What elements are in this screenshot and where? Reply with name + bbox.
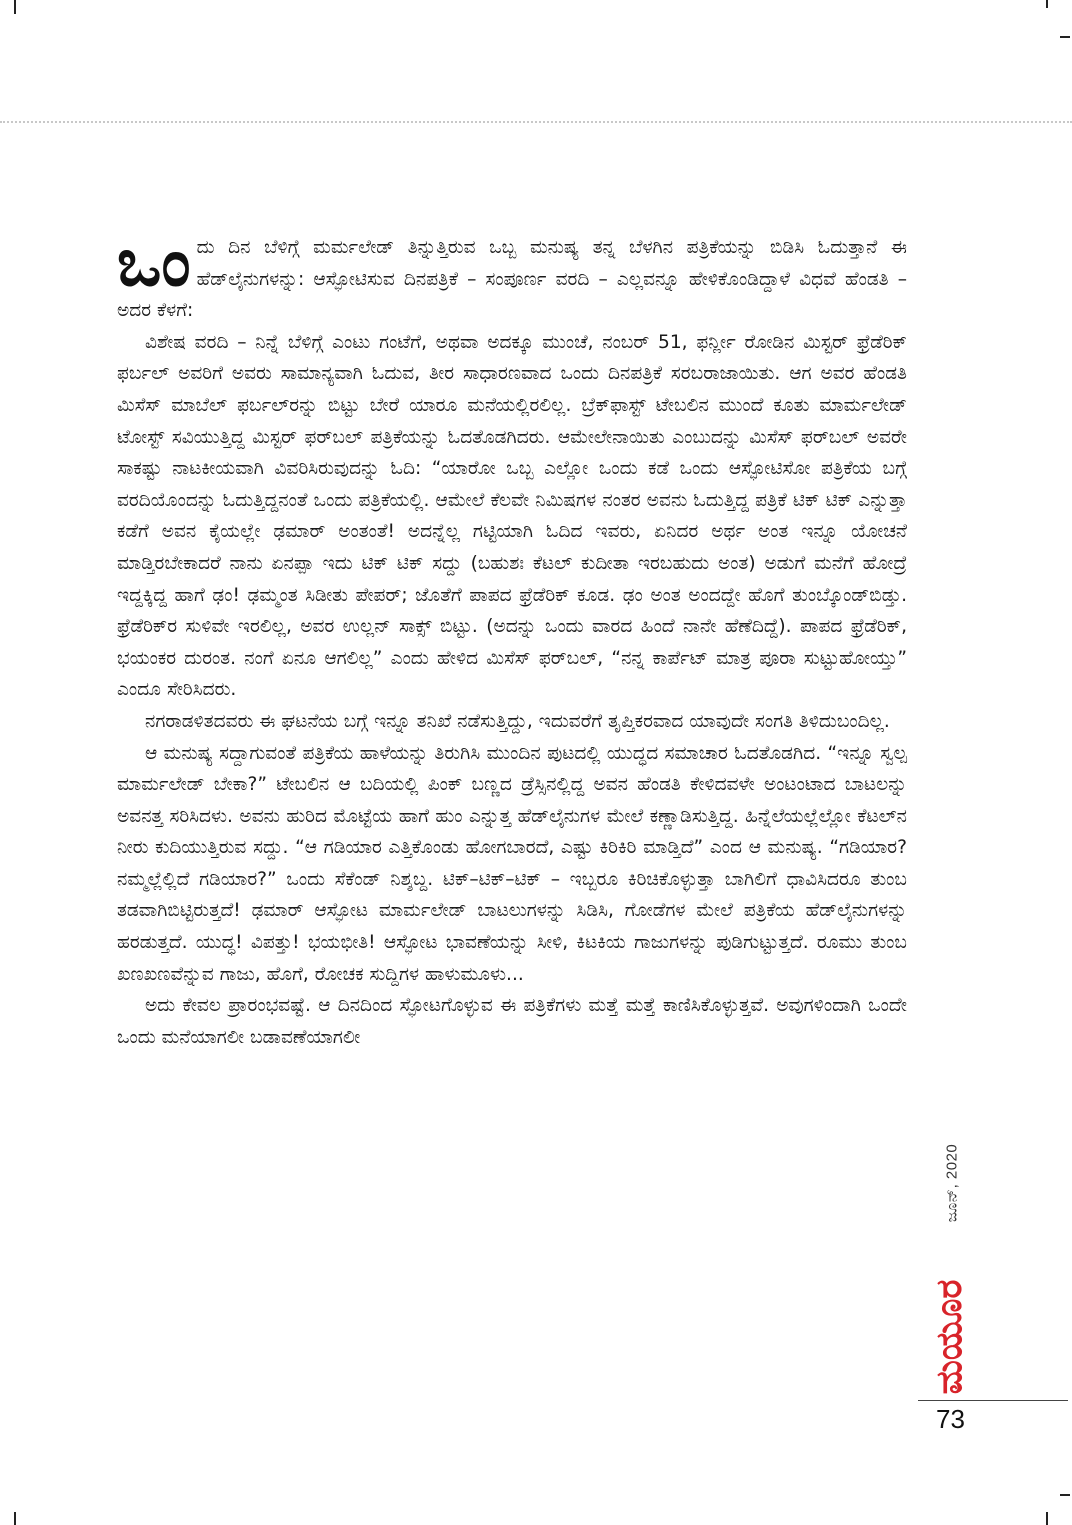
- drop-cap: ಒಂ: [117, 224, 191, 301]
- paragraph-text: ದು ದಿನ ಬೆಳಿಗ್ಗೆ ಮರ್ಮಲೇಡ್ ತಿನ್ನುತ್ತಿರುವ ಒಬ್ಬ ಮನುಷ್ಯ ತನ್ನ ಬೆಳಗಿನ ಪತ್ರಿಕೆಯನ್ನು ಬಿಡಿಸಿ ಓದುತ್ತಾನೆ ಈ ಹೆಡ್‌ಲೈನುಗಳನ್ನು: ಆಸ್ಫೋಟಿಸುವ ದಿನಪತ್ರಿಕೆ – ಸಂಪೂರ್ಣ ವರದಿ – ಎಲ್ಲವನ್ನೂ ಹೇಳಿಕೊಂಡಿದ್ದಾಳೆ ವಿಧವೆ ಹೆಂಡತಿ – ಅದರ ಕೆಳಗೆ:: [117, 237, 907, 322]
- article-paragraph: ನಗರಾಡಳಿತದವರು ಈ ಘಟನೆಯ ಬಗ್ಗೆ ಇನ್ನೂ ತನಿಖೆ ನಡೆಸುತ್ತಿದ್ದು, ಇದುವರೆಗೆ ತೃಪ್ತಿಕರವಾದ ಯಾವುದೇ ಸಂಗತಿ ತಿಳಿದುಬಂದಿಲ್ಲ.: [145, 710, 890, 732]
- crop-mark-top-left: [14, 0, 16, 14]
- article-body: [117, 224, 907, 1053]
- magazine-logo-text: ಮಯೂರ: [929, 1279, 970, 1395]
- crop-mark-bottom-left: [14, 1512, 16, 1525]
- crop-mark-bottom-right: [1046, 1512, 1048, 1525]
- magazine-logo: [925, 1262, 975, 1412]
- article-paragraph: [117, 224, 907, 327]
- article-paragraph: ಅದು ಕೇವಲ ಪ್ರಾರಂಭವಷ್ಟೆ. ಆ ದಿನದಿಂದ ಸ್ಫೋಟಗೊಳ್ಳುವ ಈ ಪತ್ರಿಕೆಗಳು ಮತ್ತೆ ಮತ್ತೆ ಕಾಣಿಸಿಕೊಳ್ಳುತ್ತವೆ. ಅವುಗಳಿಂದಾಗಿ ಒಂದೇ ಒಂದು ಮನೆಯಾಗಲೀ ಬಡಾವಣೆಯಾಗಲೀ: [117, 995, 907, 1048]
- crop-mark-right-lower: [1060, 1494, 1070, 1496]
- header-dotted-rule: [0, 121, 1072, 123]
- issue-date-text: ಜೂನ್, 2020: [943, 1143, 961, 1222]
- issue-date: [932, 1110, 972, 1255]
- crop-mark-top-right: [1046, 0, 1048, 8]
- folio-rule: [918, 1400, 1068, 1401]
- page-number: 73: [936, 1404, 965, 1434]
- article-paragraph: ವಿಶೇಷ ವರದಿ – ನಿನ್ನೆ ಬೆಳಿಗ್ಗೆ ಎಂಟು ಗಂಟೆಗೆ, ಅಥವಾ ಅದಕ್ಕೂ ಮುಂಚೆ, ನಂಬರ್ 51, ಫರ್ನ್ಲೀ ರೋಡಿನ ಮಿಸ್ಟರ್ ಫ್ರೆಡೆರಿಕ್ ಫರ್ಬಲ್ ಅವರಿಗೆ ಅವರು ಸಾಮಾನ್ಯವಾಗಿ ಓದುವ, ತೀರ ಸಾಧಾರಣವಾದ ಒಂದು ದಿನಪತ್ರಿಕೆ ಸರಬರಾಜಾಯಿತು. ಆಗ ಅವರ ಹೆಂಡತಿ ಮಿಸೆಸ್ ಮಾಬೆಲ್ ಫರ್ಬಲ್‌ರನ್ನು ಬಿಟ್ಟು ಬೇರೆ ಯಾರೂ ಮನೆಯಲ್ಲಿರಲಿಲ್ಲ. ಬ್ರೆಕ್‌ಫಾಸ್ಟ್ ಟೇಬಲಿನ ಮುಂದೆ ಕೂತು ಮಾರ್ಮಲೇಡ್ ಟೋಸ್ಟ್ ಸವಿಯುತ್ತಿದ್ದ ಮಿಸ್ಟರ್ ಫರ್‌ಬಲ್ ಪತ್ರಿಕೆಯನ್ನು ಓದತೊಡಗಿದರು. ಆಮೇಲೇನಾಯಿತು ಎಂಬುದನ್ನು ಮಿಸೆಸ್ ಫರ್‌ಬಲ್ ಅವರೇ ಸಾಕಷ್ಟು ನಾಟಕೀಯವಾಗಿ ವಿವರಿಸಿರುವುದನ್ನು ಓದಿ: “ಯಾರೋ ಒಬ್ಬ ಎಲ್ಲೋ ಒಂದು ಕಡೆ ಒಂದು ಆಸ್ಫೋಟಿಸೋ ಪತ್ರಿಕೆಯ ಬಗ್ಗೆ ವರದಿಯೊಂದನ್ನು ಓದುತ್ತಿದ್ದನಂತೆ ಒಂದು ಪತ್ರಿಕೆಯಲ್ಲಿ. ಆಮೇಲೆ ಕೆಲವೇ ನಿಮಿಷಗಳ ನಂತರ ಅವನು ಓದುತ್ತಿದ್ದ ಪತ್ರಿಕೆ ಟಿಕ್ ಟಿಕ್ ಎನ್ನುತ್ತಾ ಕಡೆಗೆ ಅವನ ಕೈಯಲ್ಲೇ ಢಮಾರ್ ಅಂತಂತೆ! ಅದನ್ನೆಲ್ಲ ಗಟ್ಟಿಯಾಗಿ ಓದಿದ ಇವರು, ಏನಿದರ ಅರ್ಥ ಅಂತ ಇನ್ನೂ ಯೋಚನೆ ಮಾಡ್ತಿರಬೇಕಾದರೆ ನಾನು ಏನಪ್ಪಾ ಇದು ಟಿಕ್ ಟಿಕ್ ಸದ್ದು (ಬಹುಶಃ ಕೆಟಲ್ ಕುದೀತಾ ಇರಬಹುದು ಅಂತ) ಅಡುಗೆ ಮನೆಗೆ ಹೋದ್ರೆ ಇದ್ದಕ್ಕಿದ್ದ ಹಾಗೆ ಢಂ! ಢಮ್ಮಂತ ಸಿಡೀತು ಪೇಪರ್; ಜೊತೆಗೆ ಪಾಪದ ಫ್ರೆಡೆರಿಕ್ ಕೂಡ. ಢಂ ಅಂತ ಅಂದದ್ದೇ ಹೊಗೆ ತುಂಬ್ಕೊಂಡ್‌ಬಿಡ್ತು. ಫ್ರೆಡೆರಿಕ್‌ರ ಸುಳಿವೇ ಇರಲಿಲ್ಲ, ಅವರ ಉಲ್ಲನ್ ಸಾಕ್ಸ್ ಬಿಟ್ಟು. (ಅದನ್ನು ಒಂದು ವಾರದ ಹಿಂದೆ ನಾನೇ ಹೆಣೆದಿದ್ದೆ). ಪಾಪದ ಫ್ರೆಡೆರಿಕ್, ಭಯಂಕರ ದುರಂತ. ನಂಗೆ ಏನೂ ಆಗಲಿಲ್ಲ” ಎಂದು ಹೇಳಿದ ಮಿಸೆಸ್ ಫರ್‌ಬಲ್, “ನನ್ನ ಕಾರ್ಪೆಟ್ ಮಾತ್ರ ಪೂರಾ ಸುಟ್ಟುಹೋಯ್ತು” ಎಂದೂ ಸೇರಿಸಿದರು.: [117, 331, 907, 701]
- crop-mark-right-upper: [1060, 36, 1070, 38]
- article-paragraph: ಆ ಮನುಷ್ಯ ಸದ್ದಾಗುವಂತೆ ಪತ್ರಿಕೆಯ ಹಾಳೆಯನ್ನು ತಿರುಗಿಸಿ ಮುಂದಿನ ಪುಟದಲ್ಲಿ ಯುದ್ಧದ ಸಮಾಚಾರ ಓದತೊಡಗಿದ. “ಇನ್ನೂ ಸ್ವಲ್ಪ ಮಾರ್ಮಲೇಡ್ ಬೇಕಾ?” ಟೇಬಲಿನ ಆ ಬದಿಯಲ್ಲಿ ಪಿಂಕ್ ಬಣ್ಣದ ಡ್ರೆಸ್ಸಿನಲ್ಲಿದ್ದ ಅವನ ಹೆಂಡತಿ ಕೇಳಿದವಳೇ ಅಂಟಂಟಾದ ಬಾಟಲನ್ನು ಅವನತ್ತ ಸರಿಸಿದಳು. ಅವನು ಹುರಿದ ಮೊಟ್ಟೆಯ ಹಾಗೆ ಹುಂ ಎನ್ನುತ್ತ ಹೆಡ್‌ಲೈನುಗಳ ಮೇಲೆ ಕಣ್ಣಾಡಿಸುತ್ತಿದ್ದ. ಹಿನ್ನೆಲೆಯಲ್ಲೆಲ್ಲೋ ಕೆಟಲ್‌ನ ನೀರು ಕುದಿಯುತ್ತಿರುವ ಸದ್ದು. “ಆ ಗಡಿಯಾರ ಎತ್ತಿಕೊಂಡು ಹೋಗಬಾರದೆ, ಎಷ್ಟು ಕಿರಿಕಿರಿ ಮಾಡ್ತಿದೆ” ಎಂದ ಆ ಮನುಷ್ಯ. “ಗಡಿಯಾರ? ನಮ್ಮಲ್ಲೆಲ್ಲಿದೆ ಗಡಿಯಾರ?” ಒಂದು ಸೆಕೆಂಡ್ ನಿಶ್ಶಬ್ದ. ಟಿಕ್–ಟಿಕ್–ಟಿಕ್ – ಇಬ್ಬರೂ ಕಿರಿಚಿಕೊಳ್ಳುತ್ತಾ ಬಾಗಿಲಿಗೆ ಧಾವಿಸಿದರೂ ತುಂಬ ತಡವಾಗಿಬಿಟ್ಟಿರುತ್ತದೆ! ಢಮಾರ್ ಆಸ್ಫೋಟ ಮಾರ್ಮಲೇಡ್ ಬಾಟಲುಗಳನ್ನು ಸಿಡಿಸಿ, ಗೋಡೆಗಳ ಮೇಲೆ ಪತ್ರಿಕೆಯ ಹೆಡ್‌ಲೈನುಗಳನ್ನು ಹರಡುತ್ತದೆ. ಯುದ್ಧ! ವಿಪತ್ತು! ಭಯಭೀತಿ! ಆಸ್ಫೋಟ ಭಾವಣೆಯನ್ನು ಸೀಳಿ, ಕಿಟಕಿಯ ಗಾಜುಗಳನ್ನು ಪುಡಿಗುಟ್ಟುತ್ತದೆ. ರೂಮು ತುಂಬ ಖಣಖಣವೆನ್ನುವ ಗಾಜು, ಹೊಗೆ, ರೋಚಕ ಸುದ್ದಿಗಳ ಹಾಳುಮೂಳು...: [117, 742, 907, 985]
